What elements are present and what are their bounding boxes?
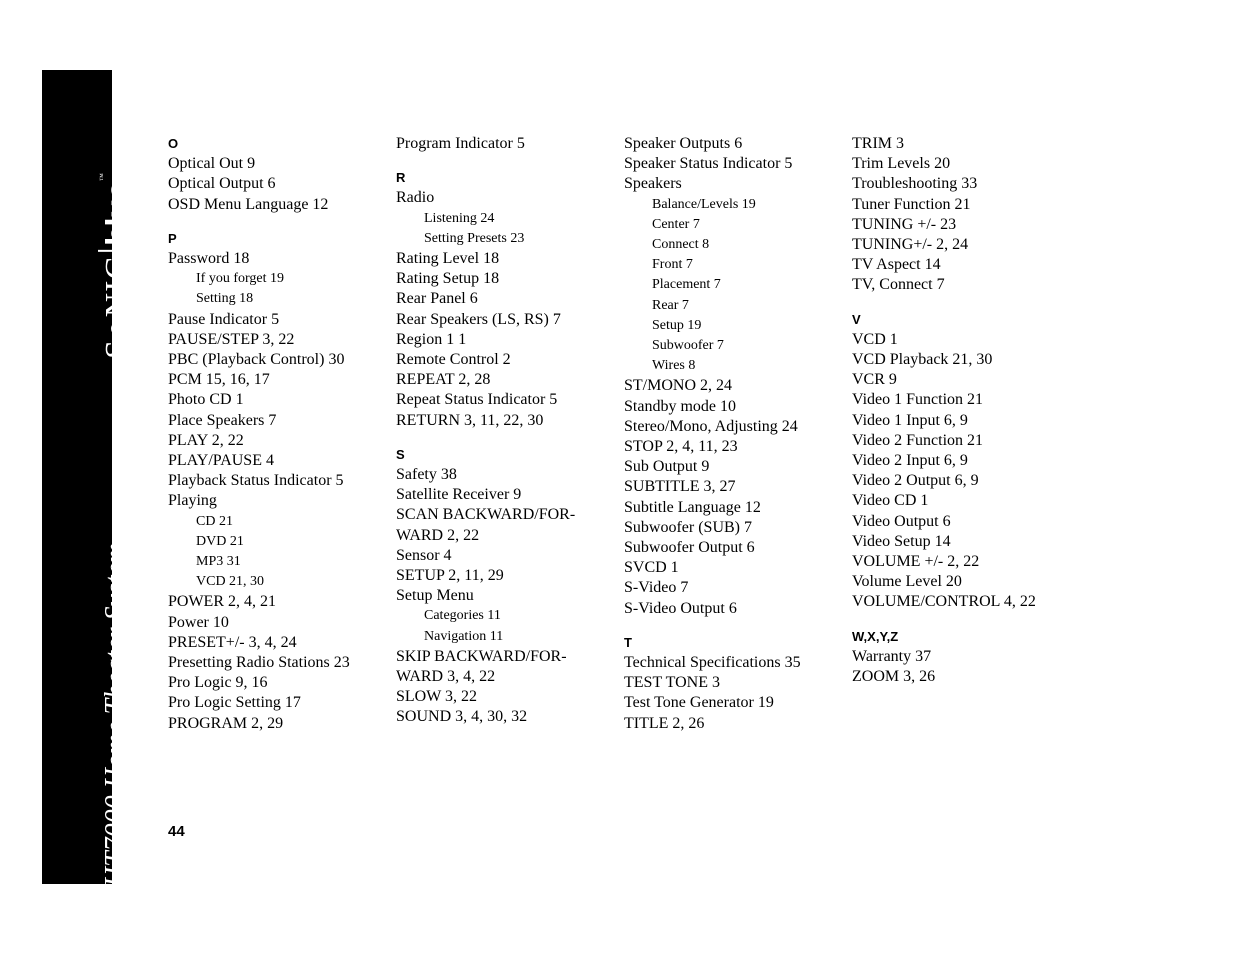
index-subentry: If you forget 19 bbox=[196, 271, 284, 287]
index-entry: Speaker Outputs 6 bbox=[624, 135, 743, 152]
index-subentry: Categories 11 bbox=[424, 608, 501, 624]
index-entry: VOLUME/CONTROL 4, 22 bbox=[852, 593, 1036, 611]
product-title: DHT7000 Home Theater System bbox=[100, 542, 131, 908]
index-entry: Speakers bbox=[624, 175, 682, 193]
index-column-1 bbox=[168, 134, 394, 734]
index-entry: VOLUME +/- 2, 22 bbox=[852, 553, 980, 571]
index-entry: PROGRAM 2, 29 bbox=[168, 714, 284, 732]
index-entry: Video Setup 14 bbox=[852, 532, 951, 550]
index-subentry: Placement 7 bbox=[652, 277, 721, 293]
index-entry: POWER 2, 4, 21 bbox=[168, 593, 276, 611]
index-subentry: Connect 8 bbox=[652, 237, 710, 253]
index-letter-heading: O bbox=[168, 136, 179, 151]
index-subentry: Navigation 11 bbox=[424, 628, 504, 644]
index-letter-heading: V bbox=[852, 311, 861, 327]
index-entry: ZOOM 3, 26 bbox=[852, 668, 936, 686]
index-entry: Rear Speakers (LS, RS) 7 bbox=[396, 310, 561, 328]
index-entry: Power 10 bbox=[168, 613, 229, 631]
index-column-4 bbox=[852, 134, 1078, 687]
index-entry: Video 2 Input 6, 9 bbox=[852, 452, 968, 470]
index-entry: Presetting Radio Stations 23 bbox=[168, 654, 350, 672]
logo-trademark: ™ bbox=[98, 173, 107, 181]
index-entry: Sensor 4 bbox=[396, 546, 452, 564]
index-entry: Remote Control 2 bbox=[396, 351, 511, 369]
index-entry: PAUSE/STEP 3, 22 bbox=[168, 330, 295, 348]
index-entry: REPEAT 2, 28 bbox=[396, 371, 491, 389]
index-letter-heading: R bbox=[396, 170, 406, 186]
index-entry: Repeat Status Indicator 5 bbox=[396, 391, 558, 409]
index-subentry: Setting 18 bbox=[196, 291, 254, 307]
index-entry: Video 1 Function 21 bbox=[852, 391, 984, 409]
index-entry: Password 18 bbox=[168, 250, 250, 268]
index-entry: Video CD 1 bbox=[852, 492, 929, 510]
index-entry: TEST TONE 3 bbox=[624, 674, 721, 692]
index-entry: Standby mode 10 bbox=[624, 397, 736, 415]
index-entry: Region 1 1 bbox=[396, 330, 467, 348]
index-entry: Tuner Function 21 bbox=[852, 195, 971, 213]
index-letter-heading: T bbox=[624, 634, 632, 650]
index-entry: TITLE 2, 26 bbox=[624, 714, 705, 732]
index-entry: S-Video 7 bbox=[624, 579, 689, 597]
index-subentry: DVD 21 bbox=[196, 533, 244, 549]
index-entry: Volume Level 20 bbox=[852, 573, 962, 591]
index-entry: Speaker Status Indicator 5 bbox=[624, 155, 793, 173]
index-subentry: Setup 19 bbox=[652, 317, 702, 333]
section-spacer bbox=[624, 619, 850, 633]
index-subentry: Rear 7 bbox=[652, 297, 689, 313]
index-subentry: MP3 31 bbox=[196, 554, 241, 570]
index-entry: WARD 3, 4, 22 bbox=[396, 668, 496, 686]
section-spacer bbox=[396, 431, 622, 445]
index-entry: SOUND 3, 4, 30, 32 bbox=[396, 708, 528, 726]
index-entry: PBC (Playback Control) 30 bbox=[168, 351, 345, 369]
index-entry: Radio bbox=[396, 189, 435, 207]
index-entry: SUBTITLE 3, 27 bbox=[624, 478, 736, 496]
index-letter-heading: W,X,Y,Z bbox=[852, 628, 899, 644]
index-entry: Troubleshooting 33 bbox=[852, 175, 978, 193]
index-entry: Sub Output 9 bbox=[624, 458, 710, 476]
index-entry: WARD 2, 22 bbox=[396, 526, 480, 544]
index-subentry: Center 7 bbox=[652, 216, 700, 232]
index-entry: Setup Menu bbox=[396, 587, 474, 605]
index-entry: TUNING+/- 2, 24 bbox=[852, 236, 969, 254]
index-entry: Subwoofer (SUB) 7 bbox=[624, 518, 752, 536]
index-entry: RETURN 3, 11, 22, 30 bbox=[396, 411, 544, 429]
index-entry: Video 1 Input 6, 9 bbox=[852, 411, 968, 429]
index-entry: TRIM 3 bbox=[852, 135, 904, 152]
index-subentry: Setting Presets 23 bbox=[424, 230, 525, 246]
index-entry: Test Tone Generator 19 bbox=[624, 694, 774, 712]
index-entry: Playback Status Indicator 5 bbox=[168, 472, 344, 490]
index-entry: Stereo/Mono, Adjusting 24 bbox=[624, 417, 798, 435]
index-entry: SETUP 2, 11, 29 bbox=[396, 567, 504, 585]
index-entry: Rating Setup 18 bbox=[396, 270, 500, 288]
index-entry: TV, Connect 7 bbox=[852, 276, 945, 294]
index-entry: Playing bbox=[168, 492, 217, 510]
index-entry: Technical Specifications 35 bbox=[624, 654, 801, 672]
index-entry: Satellite Receiver 9 bbox=[396, 486, 522, 504]
sidebar-band bbox=[42, 70, 136, 908]
index-entry: Warranty 37 bbox=[852, 647, 932, 665]
index-entry: SCAN BACKWARD/FOR- bbox=[396, 506, 576, 524]
index-entry: PLAY 2, 22 bbox=[168, 431, 244, 449]
index-entry: OSD Menu Language 12 bbox=[168, 195, 329, 213]
index-subentry: Subwoofer 7 bbox=[652, 338, 724, 354]
index-subentry: Balance/Levels 19 bbox=[652, 196, 756, 212]
index-entry: Video 2 Output 6, 9 bbox=[852, 472, 979, 490]
index-entry: SKIP BACKWARD/FOR- bbox=[396, 647, 567, 665]
index-column-2 bbox=[396, 134, 622, 728]
sonicblue-logo bbox=[98, 173, 138, 359]
index-entry: Pro Logic Setting 17 bbox=[168, 694, 301, 712]
section-spacer bbox=[852, 296, 1078, 310]
index-letter-heading: P bbox=[168, 230, 177, 246]
index-entry: PRESET+/- 3, 4, 24 bbox=[168, 633, 297, 651]
index-entry: VCD Playback 21, 30 bbox=[852, 351, 993, 369]
index-entry: PLAY/PAUSE 4 bbox=[168, 452, 274, 470]
index-entry: SLOW 3, 22 bbox=[396, 688, 478, 706]
section-spacer bbox=[396, 154, 622, 168]
index-entry: Rear Panel 6 bbox=[396, 290, 478, 308]
index-subentry: Front 7 bbox=[652, 257, 693, 273]
index-subentry: Listening 24 bbox=[424, 210, 495, 226]
index-entry: Program Indicator 5 bbox=[396, 135, 525, 152]
index-column-3 bbox=[624, 134, 850, 734]
page-number: 44 bbox=[168, 823, 185, 840]
index-entry: Subtitle Language 12 bbox=[624, 498, 761, 516]
index-entry: Place Speakers 7 bbox=[168, 411, 277, 429]
index-subentry: VCD 21, 30 bbox=[196, 574, 265, 590]
index-entry: VCR 9 bbox=[852, 371, 897, 389]
index-entry: Pro Logic 9, 16 bbox=[168, 674, 268, 692]
index-entry: TUNING +/- 23 bbox=[852, 215, 957, 233]
index-entry: S-Video Output 6 bbox=[624, 599, 737, 617]
index-entry: Trim Levels 20 bbox=[852, 155, 951, 173]
index-subentry: CD 21 bbox=[196, 513, 233, 529]
index-entry: STOP 2, 4, 11, 23 bbox=[624, 438, 738, 456]
logo-blue-text: blue bbox=[99, 182, 136, 246]
index-entry: Video Output 6 bbox=[852, 512, 951, 530]
index-entry: Photo CD 1 bbox=[168, 391, 244, 409]
logo-divider bbox=[98, 250, 138, 252]
index-entry: Rating Level 18 bbox=[396, 250, 500, 268]
index-entry: Optical Output 6 bbox=[168, 175, 276, 193]
index-entry: Video 2 Function 21 bbox=[852, 431, 984, 449]
index-entry: PCM 15, 16, 17 bbox=[168, 371, 270, 389]
section-spacer bbox=[168, 215, 394, 229]
index-entry: TV Aspect 14 bbox=[852, 256, 941, 274]
index-entry: Optical Out 9 bbox=[168, 155, 256, 173]
index-entry: Subwoofer Output 6 bbox=[624, 539, 755, 557]
logo-sonic-text: S●NIC bbox=[99, 255, 136, 359]
index-entry: SVCD 1 bbox=[624, 559, 679, 577]
index-entry: Pause Indicator 5 bbox=[168, 310, 280, 328]
index-entry: Safety 38 bbox=[396, 466, 457, 484]
index-entry: ST/MONO 2, 24 bbox=[624, 377, 733, 395]
index-letter-heading: S bbox=[396, 446, 405, 462]
index-entry: VCD 1 bbox=[852, 330, 898, 348]
index-subentry: Wires 8 bbox=[652, 358, 696, 374]
section-spacer bbox=[852, 613, 1078, 627]
